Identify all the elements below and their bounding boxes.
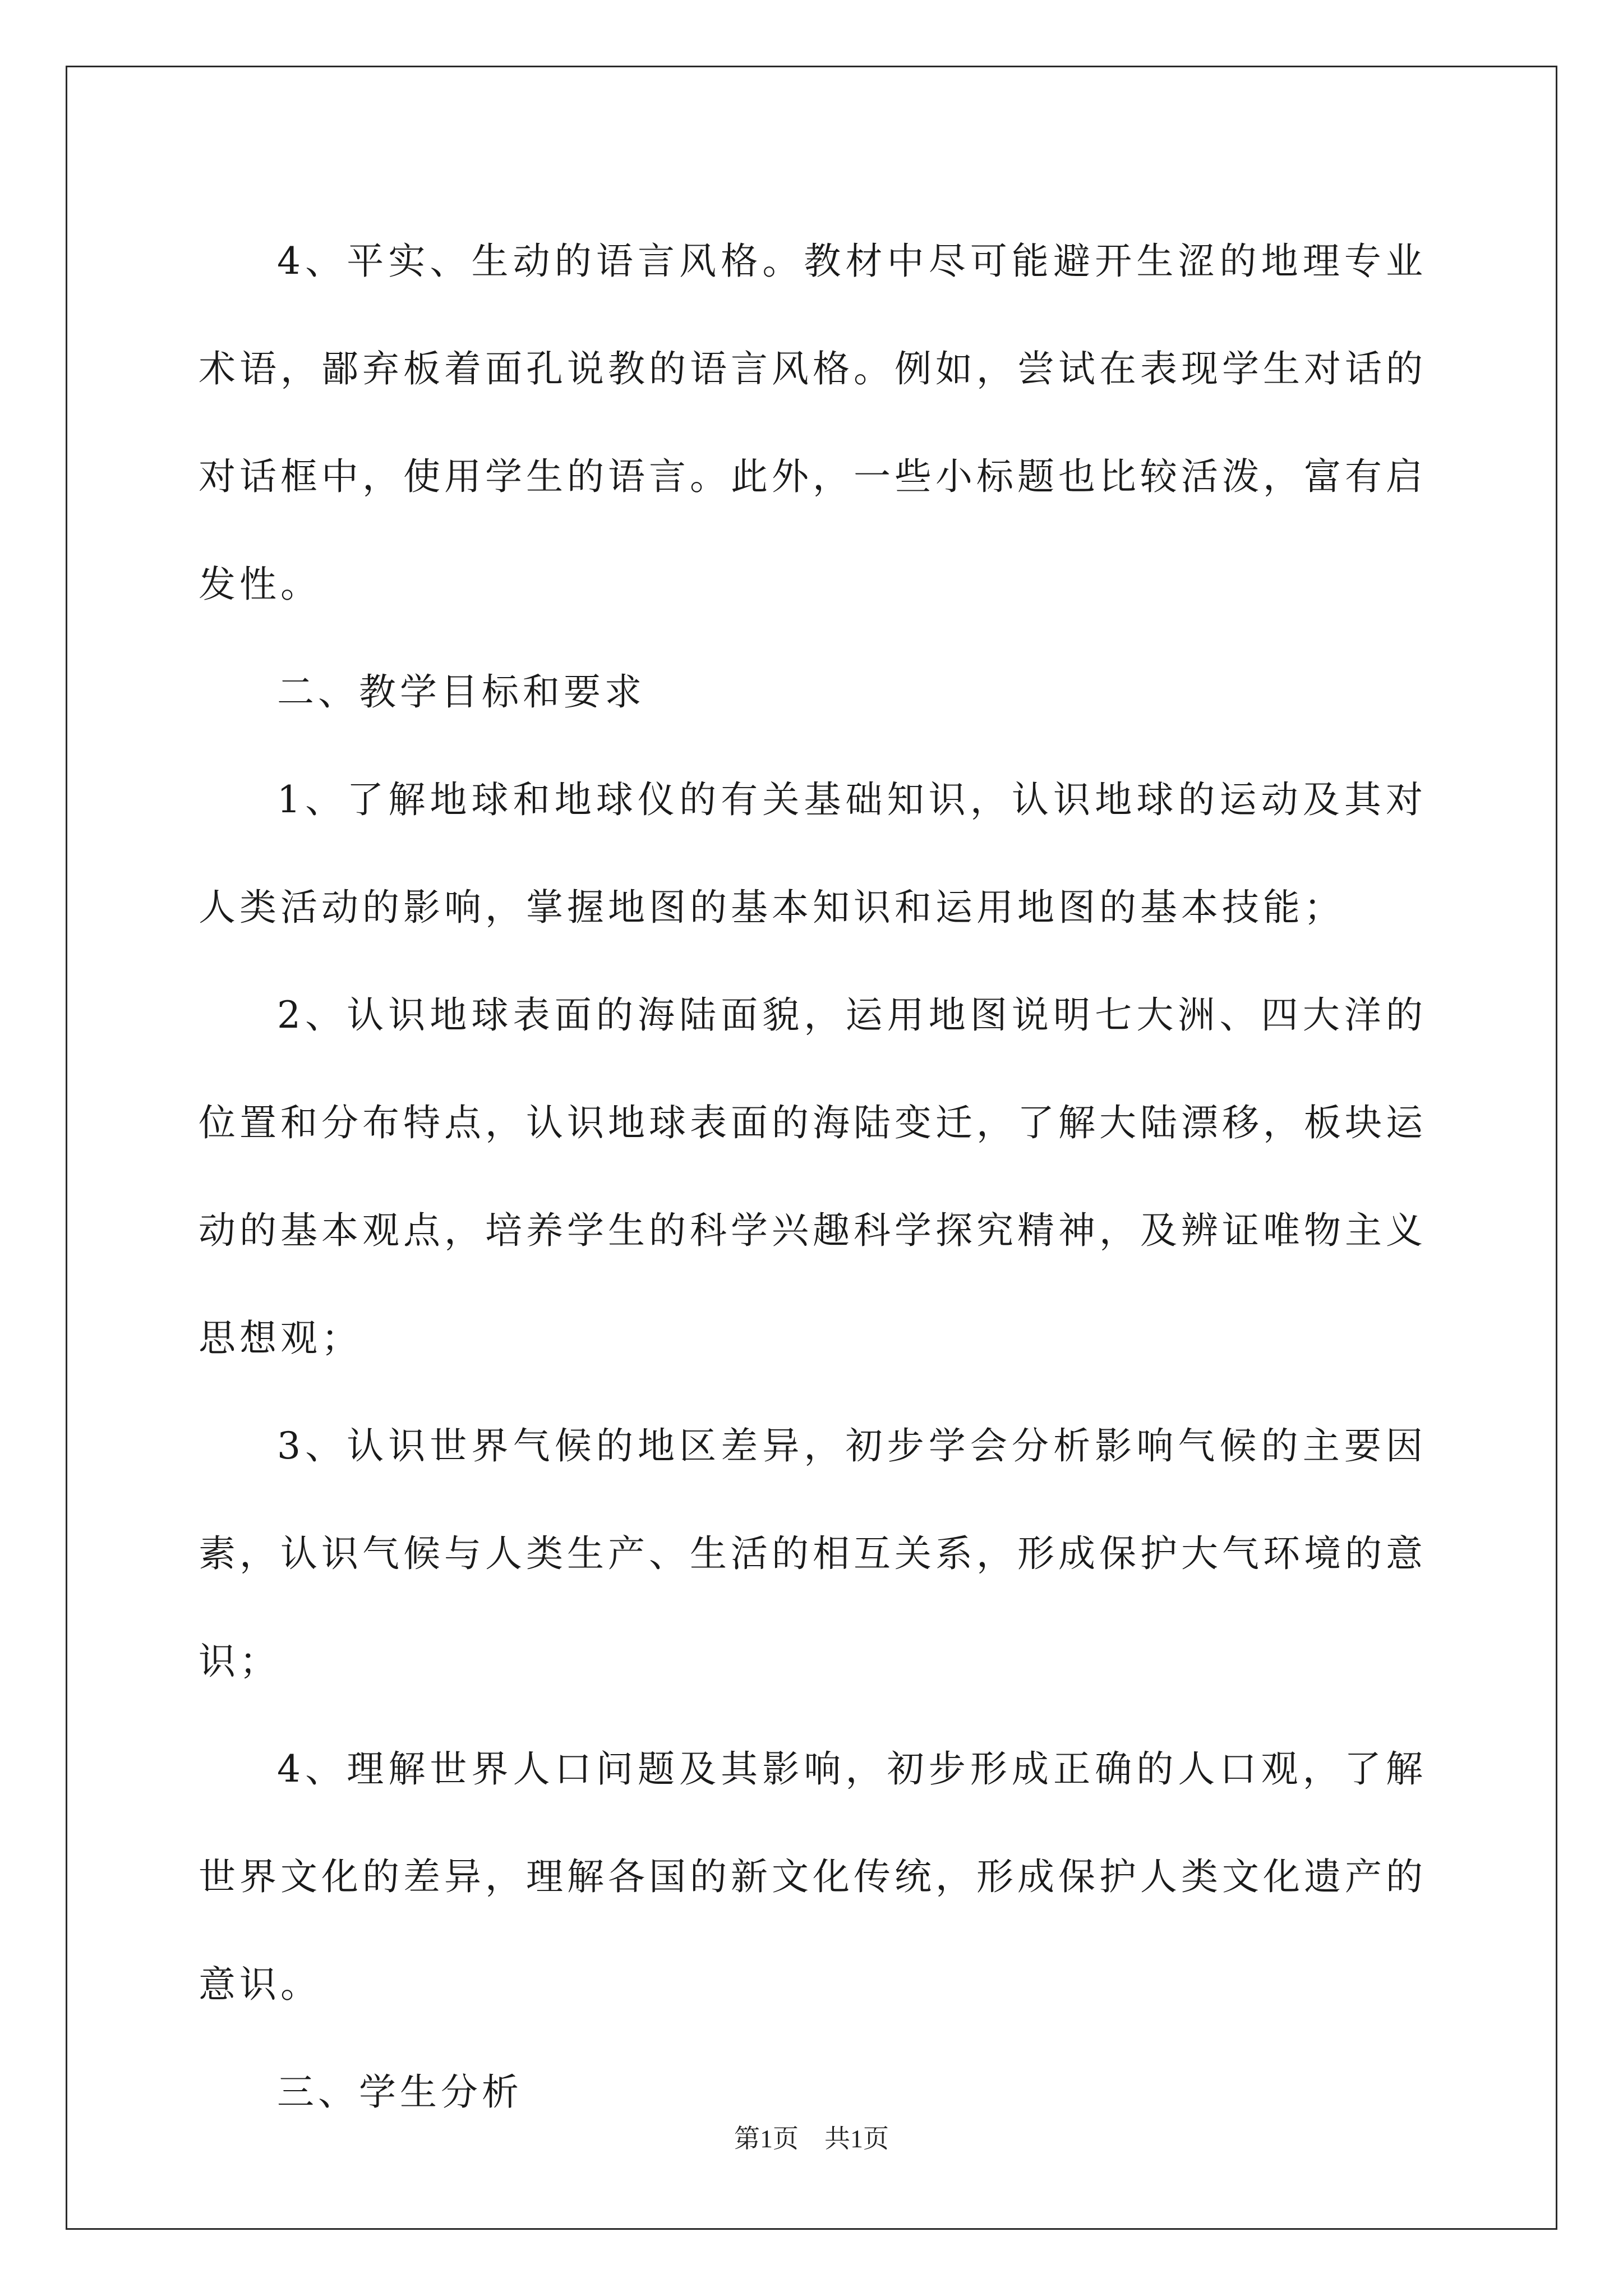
paragraph-goal-2: 2、认识地球表面的海陆面貌，运用地图说明七大洲、四大洋的位置和分布特点，认识地球表面的海陆变迁，了解大陆漂移，板块运动的基本观点，培养学生的科学兴趣科学探究精神，及辨证唯物主义思想观； [199, 993, 1427, 1360]
paragraph-language-style: 4、平实、生动的语言风格。教材中尽可能避开生涩的地理专业术语，鄙弃板着面孔说教的语言风格。例如，尝试在表现学生对话的对话框中，使用学生的语言。此外，一些小标题也比较活泼，富有启发性。 [199, 240, 1427, 606]
document-body [199, 208, 1427, 2146]
page-total: 共1页 [824, 2124, 889, 2153]
heading-student-analysis: 三、学生分析 [277, 2070, 523, 2114]
paragraph-goal-1: 1、了解地球和地球仪的有关基础知识，认识地球的运动及其对人类活动的影响，掌握地图的基本知识和运用地图的基本技能； [199, 778, 1427, 929]
paragraph-goal-3: 3、认识世界气候的地区差异，初步学会分析影响气候的主要因素，认识气候与人类生产、生活的相互关系，形成保护大气环境的意识； [199, 1424, 1427, 1683]
page-footer [0, 2122, 1623, 2156]
page-number: 第1页 [734, 2124, 799, 2153]
paragraph-goal-4: 4、理解世界人口问题及其影响，初步形成正确的人口观，了解世界文化的差异，理解各国的新文化传统，形成保护人类文化遗产的意识。 [199, 1747, 1427, 2006]
heading-teaching-goals: 二、教学目标和要求 [277, 670, 645, 714]
